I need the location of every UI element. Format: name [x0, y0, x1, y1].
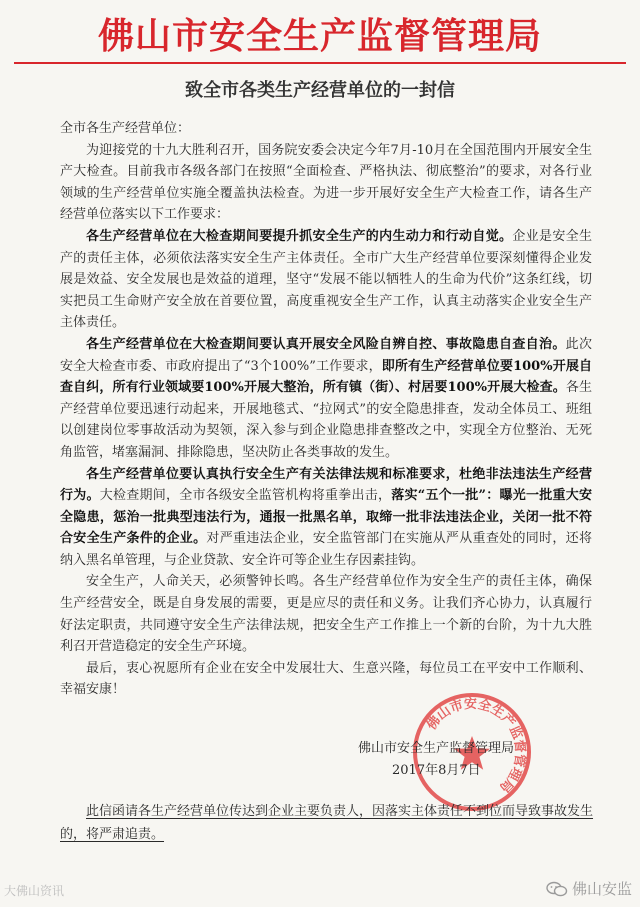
document-title: 致全市各类生产经营单位的一封信: [185, 80, 455, 101]
wechat-icon: [546, 880, 568, 898]
svg-text:佛山市安全生产监督管理局: 佛山市安全生产监督管理局: [424, 696, 528, 795]
paragraph-bold-run: 各生产经营单位在大检查期间要认真开展安全风险自辨自控、事故隐患自查自治。: [86, 336, 566, 352]
footnote: [60, 800, 600, 846]
watermark-left: 大佛山资讯: [4, 884, 65, 898]
paragraph-run: 为迎接党的十九大胜利召开，国务院安委会决定今年7月-10月在全国范围内开展安全生产大检查。目前我市各级各部门在按照“全面检查、严格执法、彻底整治”的要求，对各行业领域的生产经营单位实施全覆盖执法检查。为进一步开展好安全生产大检查工作，请各生产经营单位落实以下工作要求：: [60, 142, 592, 223]
paragraph-bold-run: 各生产经营单位要认真执行安全生产有关法律法规和标准要求，杜绝非法违法生产经营行为。: [60, 466, 592, 504]
letterhead: 佛山市安全生产监督管理局: [97, 16, 542, 57]
paragraph-run: 安全生产，人命关天，必须警钟长鸣。各生产经营单位作为安全生产的责任主体，确保生产经营安全，既是自身发展的需要，更是应尽的责任和义务。让我们齐心协力，认真履行好法定职责，共同遵守安全生产法律法规，把安全生产工作推上一个新的台阶，为十九大胜利召开营造稳定的安全生产环境。: [60, 574, 592, 655]
paragraph-bold-run: 各生产经营单位在大检查期间要提升抓安全生产的内生动力和行动自觉。: [86, 228, 513, 244]
paragraph-bold-run: 落实“五个一批”：曝光一批重大安全隐患，惩治一批典型违法行为，通报一批黑名单，取缔一批非法违法企业，关闭一批不符合安全生产条件的企业。: [60, 488, 592, 547]
paragraph-run: 企业是安全生产的责任主体，必须依法落实安全生产主体责任。全市广大生产经营单位要深刻懂得企业发展是效益、安全发展也是效益的道理，坚守“发展不能以牺牲人的生命为代价”这条红线，切实把员工生命财产安全放在首要位置，高度重视安全生产工作，认真主动落实企业安全生产主体责任。: [60, 228, 592, 331]
paragraph-run: 对严重违法企业，安全监管部门在实施从严从重查处的同时，还将纳入黑名单管理，与企业贷款、安全许可等企业生存因素挂钩。: [60, 531, 592, 568]
paragraph-run: 此次安全大检查市委、市政府提出了“3个100%”工作要求，: [60, 336, 592, 374]
watermark-account-name: 佛山安监: [571, 880, 632, 898]
paragraph: [60, 464, 592, 572]
signature-org: 佛山市安全生产监督管理局: [358, 741, 515, 756]
paragraph-run: 各生产经营单位要迅速行动起来，开展地毯式、“拉网式”的安全隐患排查，发动全体员工、班组以创建岗位零事故活动为契领，深入参与到企业隐患排查整改之中，实现全方位整治、无死角监管，堵塞漏洞、排除隐患，坚决防止各类事故的发生。: [60, 380, 592, 460]
paragraph: [60, 571, 592, 657]
footnote-text: 此信函请各生产经营单位传达到企业主要负责人，因落实主体责任不到位而导致事故发生的，将严肃追责。: [60, 804, 594, 842]
watermark-right: [546, 878, 632, 899]
salutation: 全市各生产经营单位：: [60, 121, 191, 136]
paragraph-bold-run: 即所有生产经营单位要100%开展自查自纠，所有行业领域要100%开展大整治，所有镇（街）、村居要100%开展大检查。: [60, 358, 592, 396]
letterhead-divider: [14, 62, 626, 64]
signature-date: 2017年8月7日: [392, 763, 481, 778]
paragraph-run: 最后，衷心祝愿所有企业在安全中发展壮大、生意兴隆，每位员工在平安中工作顺利、幸福安康！: [60, 660, 592, 698]
letter-body: [60, 118, 592, 701]
signature-block: [358, 738, 598, 782]
paragraph: [60, 226, 592, 334]
paragraph-run: 大检查期间，全市各级安全监管机构将重拳出击，: [99, 488, 392, 504]
paragraph-list: [60, 140, 592, 701]
paragraph: [60, 140, 592, 226]
paragraph: [60, 334, 592, 464]
